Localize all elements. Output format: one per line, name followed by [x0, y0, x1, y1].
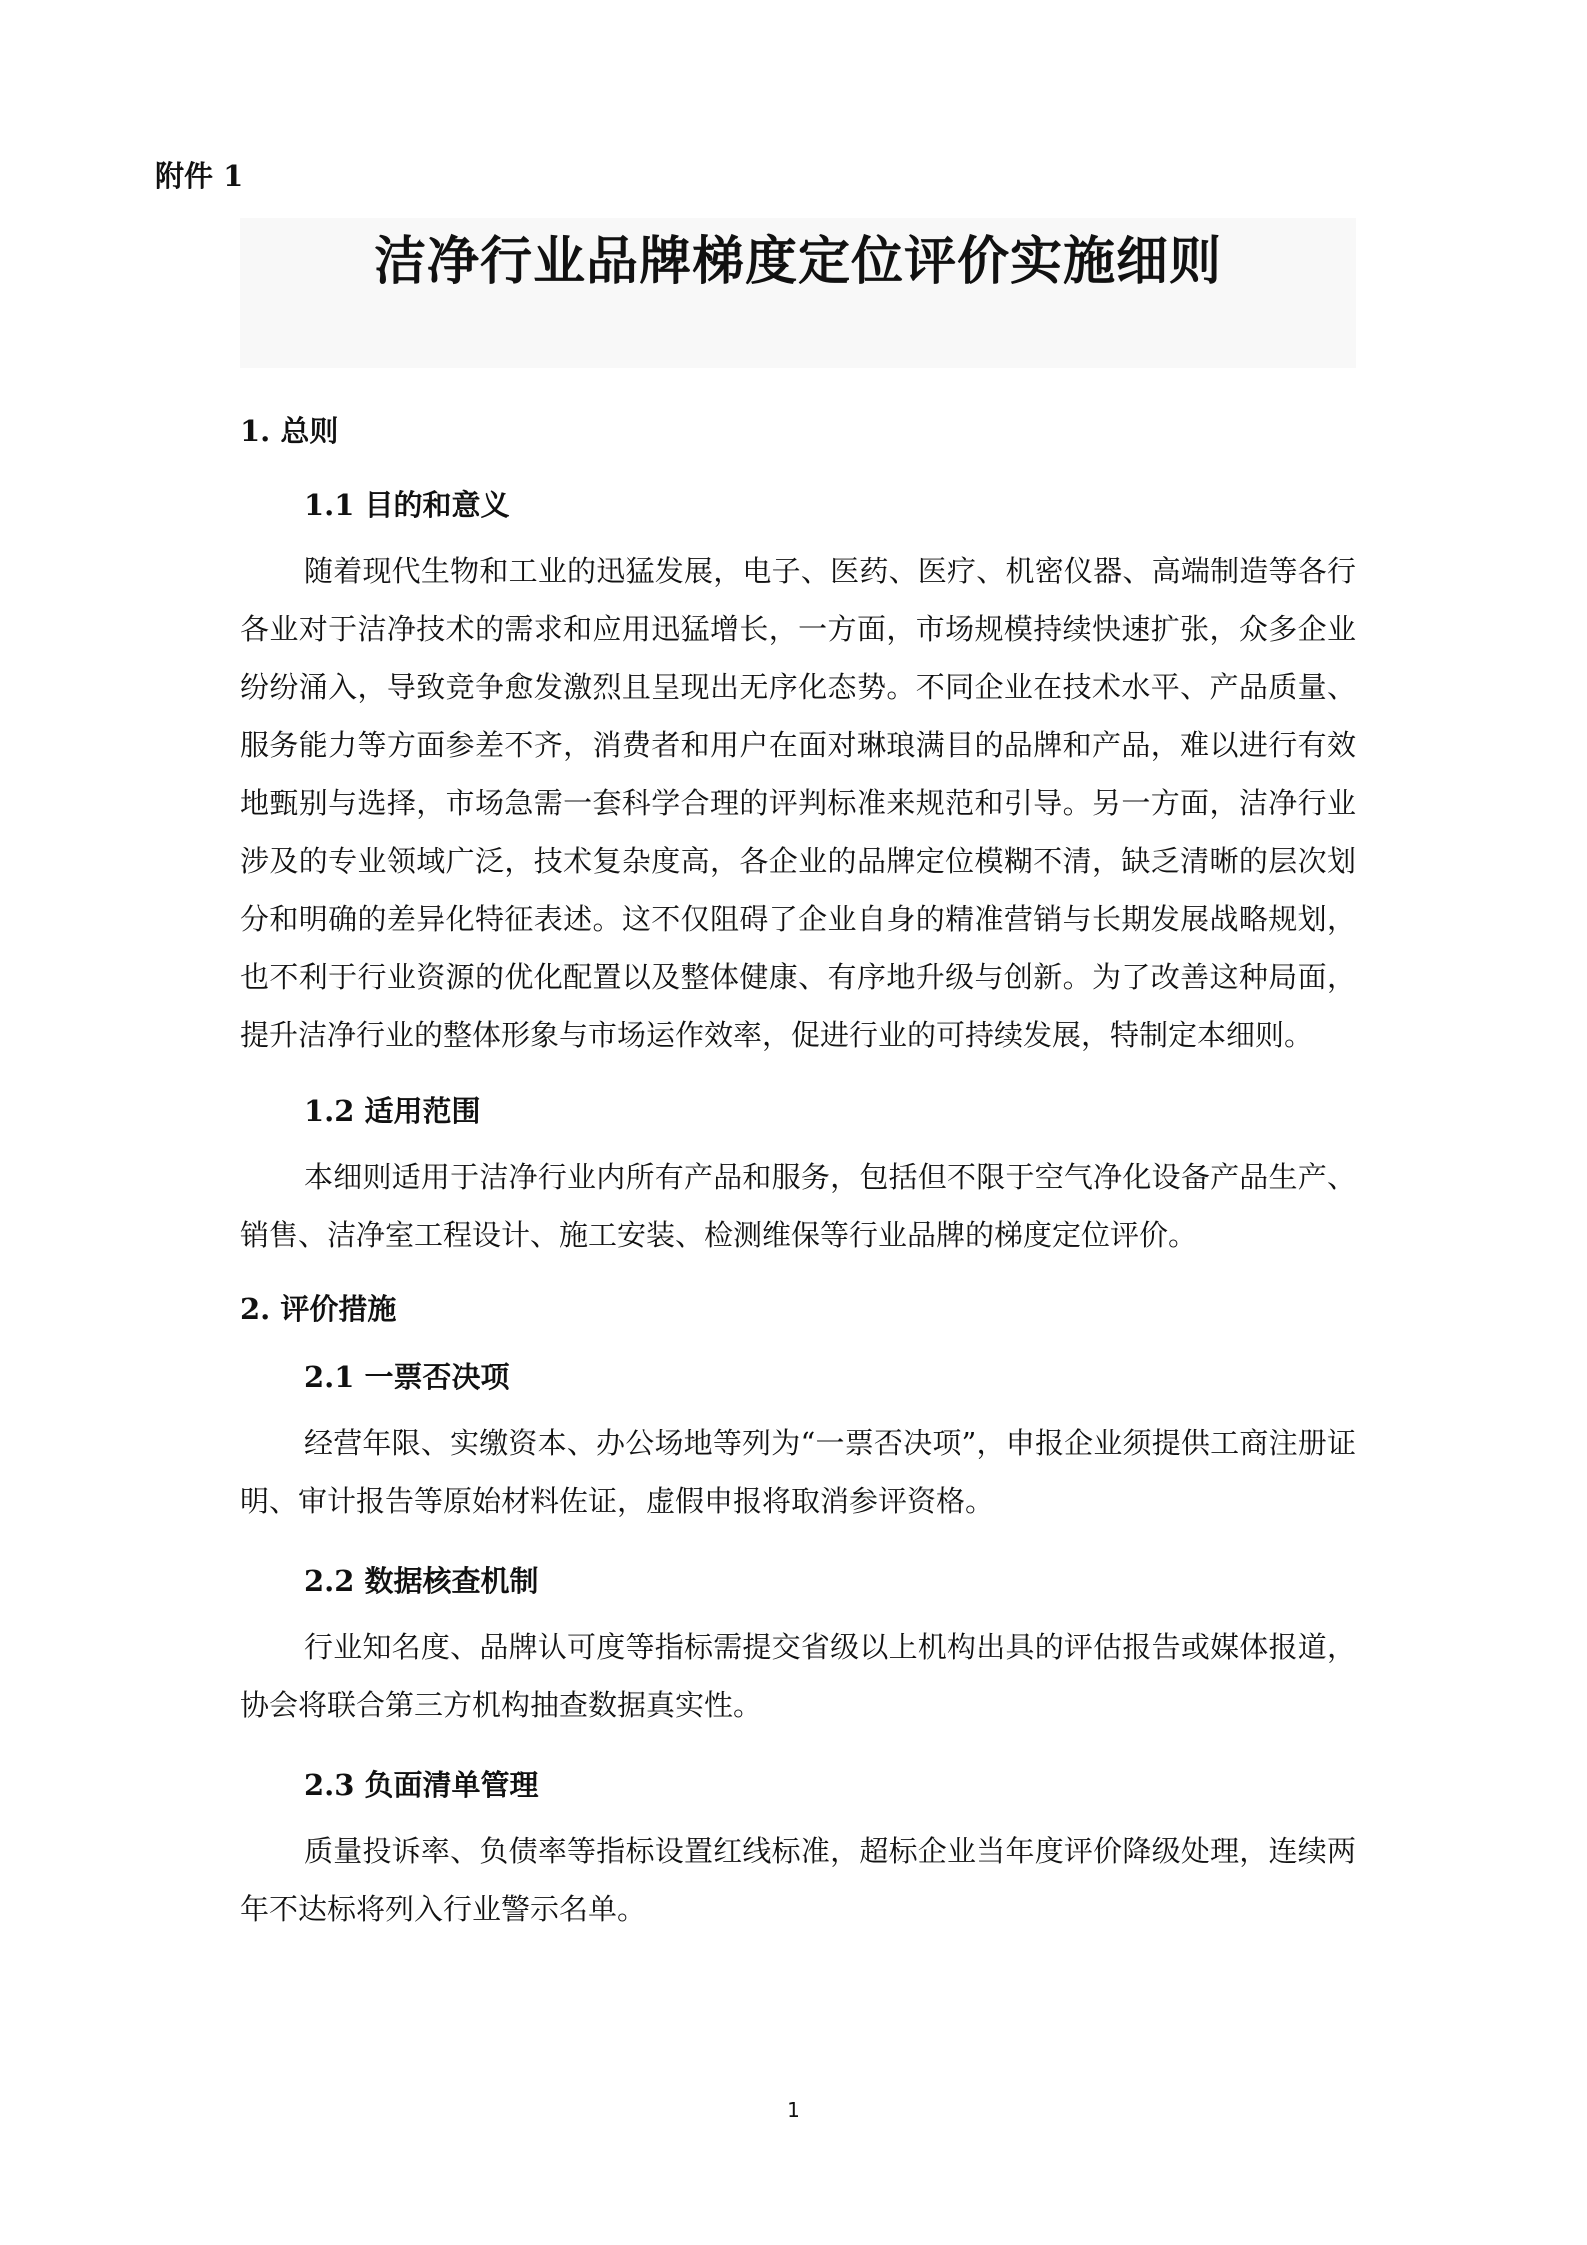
- subsection-heading-data-verification: 2.2 数据核查机制: [304, 1564, 539, 1598]
- document-body: [240, 410, 1356, 1938]
- paragraph-negative-list: 质量投诉率、负债率等指标设置红线标准，超标企业当年度评价降级处理，连续两年不达标将列入行业警示名单。: [240, 1834, 1356, 1926]
- subsection-heading-negative-list: 2.3 负面清单管理: [304, 1768, 539, 1802]
- document-title: 洁净行业品牌梯度定位评价实施细则: [373, 231, 1222, 292]
- paragraph-purpose: 随着现代生物和工业的迅猛发展，电子、医药、医疗、机密仪器、高端制造等各行各业对于洁净技术的需求和应用迅猛增长，一方面，市场规模持续快速扩张，众多企业纷纷涌入，导致竞争愈发激烈且呈现出无序化态势。不同企业在技术水平、产品质量、服务能力等方面参差不齐，消费者和用户在面对琳琅满目的品牌和产品，难以进行有效地甄别与选择，市场急需一套科学合理的评判标准来规范和引导。另一方面，洁净行业涉及的专业领域广泛，技术复杂度高，各企业的品牌定位模糊不清，缺乏清晰的层次划分和明确的差异化特征表述。这不仅阻碍了企业自身的精准营销与长期发展战略规划，也不利于行业资源的优化配置以及整体健康、有序地升级与创新。为了改善这种局面，提升洁净行业的整体形象与市场运作效率，促进行业的可持续发展，特制定本细则。: [240, 554, 1356, 1052]
- section-heading-measures: 2. 评价措施: [240, 1292, 397, 1326]
- page-number: 1: [787, 2098, 800, 2122]
- subsection-heading-scope: 1.2 适用范围: [304, 1094, 481, 1128]
- attachment-label: 附件 1: [155, 159, 244, 193]
- section-heading-general: 1. 总则: [240, 414, 339, 448]
- paragraph-data-verification: 行业知名度、品牌认可度等指标需提交省级以上机构出具的评估报告或媒体报道，协会将联合第三方机构抽查数据真实性。: [240, 1630, 1356, 1722]
- paragraph-veto-items: 经营年限、实缴资本、办公场地等列为“一票否决项”，申报企业须提供工商注册证明、审计报告等原始材料佐证，虚假申报将取消参评资格。: [240, 1426, 1356, 1518]
- subsection-heading-veto-items: 2.1 一票否决项: [304, 1360, 510, 1394]
- subsection-heading-purpose: 1.1 目的和意义: [304, 488, 510, 522]
- paragraph-scope: 本细则适用于洁净行业内所有产品和服务，包括但不限于空气净化设备产品生产、销售、洁净室工程设计、施工安装、检测维保等行业品牌的梯度定位评价。: [240, 1160, 1356, 1252]
